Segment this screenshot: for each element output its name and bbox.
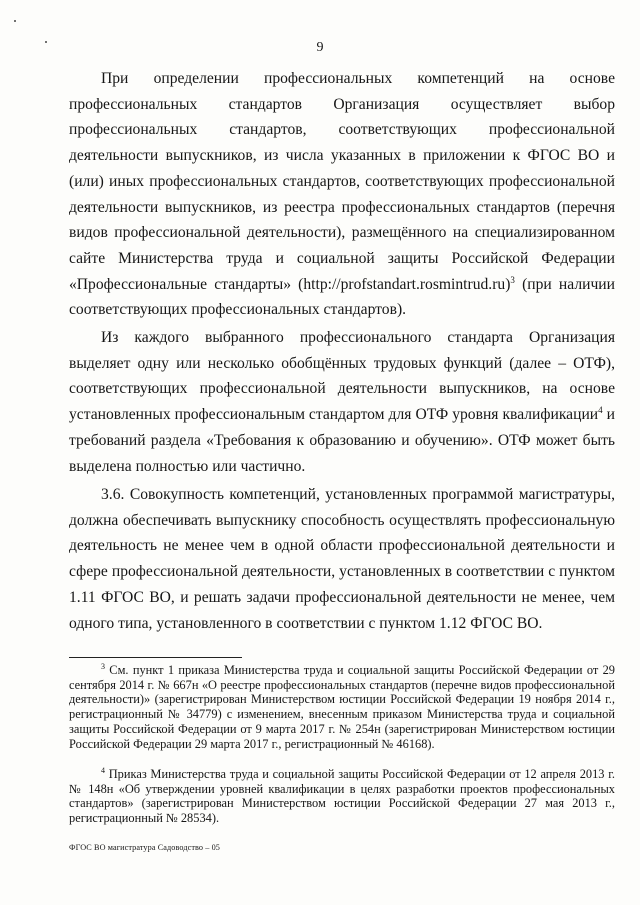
- footnote-mark-4: 4: [101, 765, 105, 775]
- page-number: 9: [316, 40, 324, 55]
- paragraph-text: При определении профессиональных компетенций на основе профессиональных стандартов Организация осуществляет выбор профессиональных стандартов, соответствующих профессиональной деятельности выпускников, из числа указанных в приложении к ФГОС ВО и (или) иных профессиональных стандартов, соответствующих профессиональной деятельности выпускников, из реестра профессиональных стандартов (перечня видов профессиональной деятельности), размещённого на специализированном сайте Министерства труда и социальной защиты Российской Федерации «Профессиональные стандарты» (http://profstandart.rosmintrud.ru): [69, 70, 615, 293]
- footnote-3: [69, 663, 615, 751]
- paragraph-professional-standards-selection: [69, 66, 615, 323]
- paragraph-text: (при наличии соответствующих профессиональных стандартов).: [69, 275, 615, 319]
- footnote-text: Приказ Министерства труда и социальной защиты Российской Федерации от 12 апреля 2013 г. № 148н «Об утверждении уровней квалификации в целях разработки проектов профессиональных стандартов» (зарегистрирован Министерством юстиции Российской Федерации 27 мая 2013 г., регистрационный № 28534).: [69, 767, 615, 826]
- footnote-separator: [69, 657, 242, 658]
- footnote-mark-3: 3: [101, 661, 105, 671]
- footnote-ref-4: 4: [598, 404, 603, 415]
- footnote-ref-3: 3: [510, 274, 515, 285]
- paragraph-text: Из каждого выбранного профессионального стандарта Организация выделяет одну или несколько обобщённых трудовых функций (далее – ОТФ), соответствующих профессиональной деятельности выпускников, на основе установленных профессиональным стандартом для ОТФ уровня квалификации: [69, 329, 615, 424]
- page-footer: ФГОС ВО магистратура Садоводство – 05: [69, 843, 220, 852]
- paragraph-3-6-competencies: 3.6. Совокупность компетенций, установленных программой магистратуры, должна обеспечивать выпускнику способность осуществлять профессиональную деятельность не менее чем в одной области профессиональной деятельности и сфере профессиональной деятельности, установленных в соответствии с пунктом 1.11 ФГОС ВО, и решать задачи профессиональной деятельности не менее, чем одного типа, установленного в соответствии с пунктом 1.12 ФГОС ВО.: [69, 486, 615, 632]
- paragraph-text: и требований раздела «Требования к образованию и обучению». ОТФ может быть выделена полностью или частично.: [69, 406, 616, 475]
- scan-speck: [14, 20, 16, 22]
- footnote-text: См. пункт 1 приказа Министерства труда и социальной защиты Российской Федерации от 29 сентября 2014 г. № 667н «О реестре профессиональных стандартов (перечне видов профессиональной деятельности)» (зарегистрирован Министерством юстиции Российской Федерации 19 ноября 2014 г., регистрационный № 34779) с изменением, внесенным приказом Министерства труда и социальной защиты Российской Федерации от 9 марта 2017 г. № 254н (зарегистрирован Министерством юстиции Российской Федерации 29 марта 2017 г., регистрационный № 46168).: [69, 663, 615, 751]
- footnote-4: [69, 767, 615, 826]
- paragraph-otf-selection: [69, 325, 615, 479]
